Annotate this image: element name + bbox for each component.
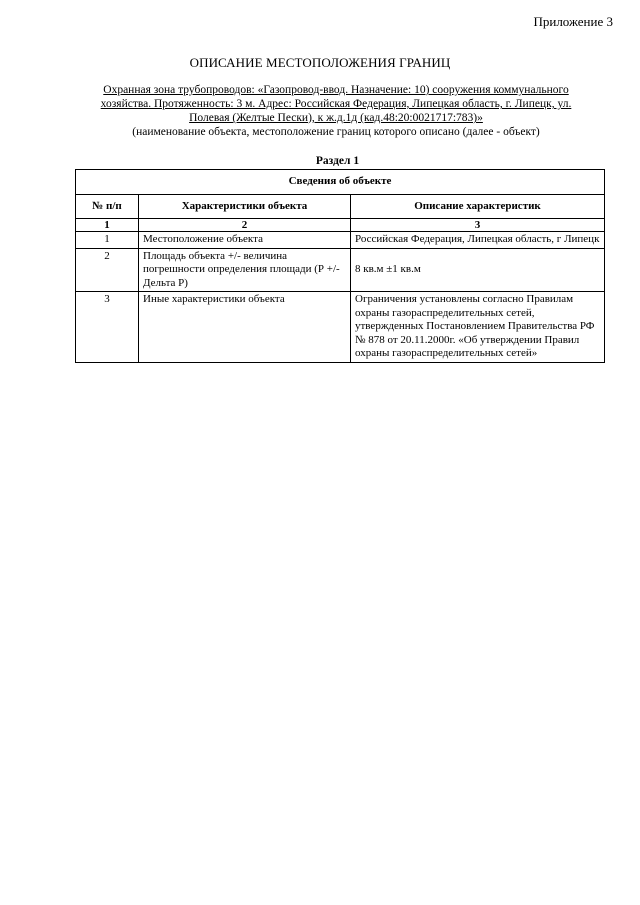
- row-description: Ограничения установлены согласно Правилам охраны газораспределительных сетей, утвержденных Постановлением Правительства РФ № 878 от 20.11.2000г. «Об утверждении Правил охраны газораспределительных сетей»: [351, 292, 605, 363]
- table-caption-row: [76, 170, 605, 195]
- appendix-label: Приложение 3: [533, 14, 613, 29]
- row-description: Российская Федерация, Липецкая область, г Липецк: [351, 232, 605, 249]
- document-title: ОПИСАНИЕ МЕСТОПОЛОЖЕНИЯ ГРАНИЦ: [189, 55, 451, 70]
- column-number: 1: [76, 219, 139, 232]
- section-title: Раздел 1: [315, 155, 360, 167]
- header-num: № п/п: [76, 194, 139, 219]
- table-row: [76, 248, 605, 292]
- table-caption: Сведения об объекте: [76, 170, 605, 195]
- header-description: Описание характеристик: [351, 194, 605, 219]
- header-characteristic: Характеристики объекта: [139, 194, 351, 219]
- table-row: [76, 232, 605, 249]
- object-name: Охранная зона трубопроводов: «Газопровод-ввод. Назначение: 10) сооружения коммунального хозяйства. Протяженность: 3 м. Адрес: Российская Федерация, Липецкая область, г. Липецк, ул. Полевая (Желтые Пески), к ж.д.1д (кад.48:20:0021717:783)»: [100, 84, 572, 124]
- row-number: 3: [76, 292, 139, 363]
- row-characteristic: Площадь объекта +/- величина погрешности определения площади (Р +/- Дельта Р): [139, 248, 351, 292]
- row-description: 8 кв.м ±1 кв.м: [351, 248, 605, 292]
- table-header-row: [76, 194, 605, 219]
- column-number-row: [76, 219, 605, 232]
- row-characteristic: Местоположение объекта: [139, 232, 351, 249]
- row-number: 1: [76, 232, 139, 249]
- object-note: (наименование объекта, местоположение границ которого описано (далее - объект): [132, 126, 540, 138]
- row-characteristic: Иные характеристики объекта: [139, 292, 351, 363]
- column-number: 3: [351, 219, 605, 232]
- object-info-table: [75, 169, 605, 363]
- column-number: 2: [139, 219, 351, 232]
- table-row: [76, 292, 605, 363]
- row-number: 2: [76, 248, 139, 292]
